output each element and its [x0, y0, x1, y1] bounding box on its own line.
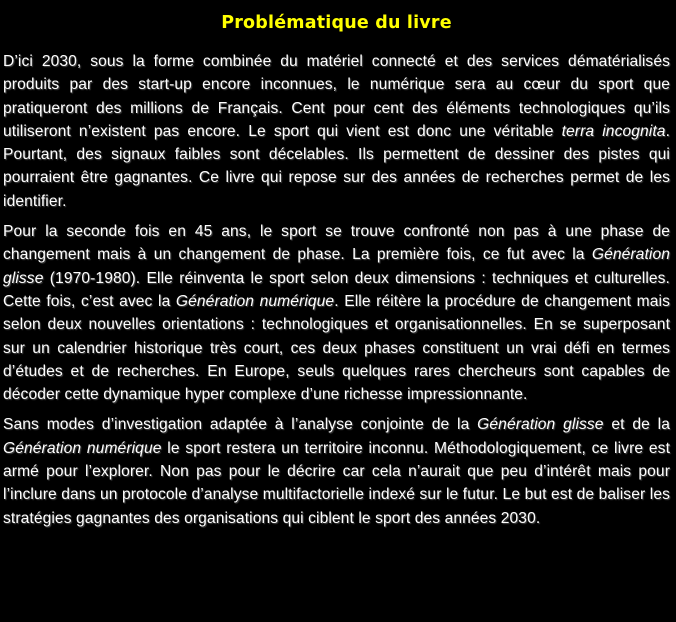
emphasis-generation-glisse: Génération glisse [3, 246, 670, 287]
emphasis-terra-incognita: terra incognita [561, 122, 666, 140]
paragraph-text: Sans modes d’investigation adaptée à l’analyse conjointe de la [3, 416, 478, 434]
paragraph-text: (1970-1980). Elle réinventa le sport selon deux dimensions : techniques et culturelles. Cette fois, c’est avec la [3, 269, 670, 310]
emphasis-generation-numerique: Génération numérique [175, 292, 335, 310]
paragraph-3 [3, 413, 670, 529]
paragraph-text: le sport restera un territoire inconnu. Méthodologiquement, ce livre est armé pour l’explorer. Non pas pour le décrire car cela n’aurait que peu d’intérêt mais pour l’inclure dans un protocole d’analyse multifactorielle indexé sur le futur. Le but est de baliser les stratégies gagnantes des organisations qui ciblent le sport des années 2030. [3, 439, 670, 527]
paragraph-text: D’ici 2030, sous la forme combinée du matériel connecté et des services dématérialisés produits par des start-up encore inconnues, le numérique sera au cœur du sport que pratiqueront des millions de Français. Cent pour cent des éléments technologiques qu’ils utiliseront n’existent pas encore. Le sport qui vient est donc une véritable [3, 53, 670, 140]
paragraph-text: et de la [603, 416, 670, 434]
emphasis-generation-numerique: Génération numérique [3, 439, 162, 457]
page-title: Problématique du livre [221, 13, 452, 33]
paragraph-1 [3, 50, 670, 213]
emphasis-generation-glisse: Génération glisse [477, 416, 604, 434]
paragraph-text: . Elle réitère la procédure de changement mais selon deux nouvelles orientations : technologiques et organisationnelles. En se superposant sur un calendrier historique très court, ces deux phases constituent un vrai défi en termes d’études et de recherches. En Europe, seuls quelques rares chercheurs sont capables de décoder cette dynamique hyper complexe d’une richesse impressionnante. [3, 292, 670, 404]
paragraph-text: Pour la seconde fois en 45 ans, le sport se trouve confronté non pas à une phase de changement mais à un changement de phase. La première fois, ce fut avec la [3, 223, 670, 264]
paragraph-text: . Pourtant, des signaux faibles sont décelables. Ils permettent de dessiner des pistes qui pourraient être gagnantes. Ce livre qui repose sur des années de recherches permet de les identifier. [3, 122, 670, 210]
paragraph-2 [3, 220, 670, 406]
